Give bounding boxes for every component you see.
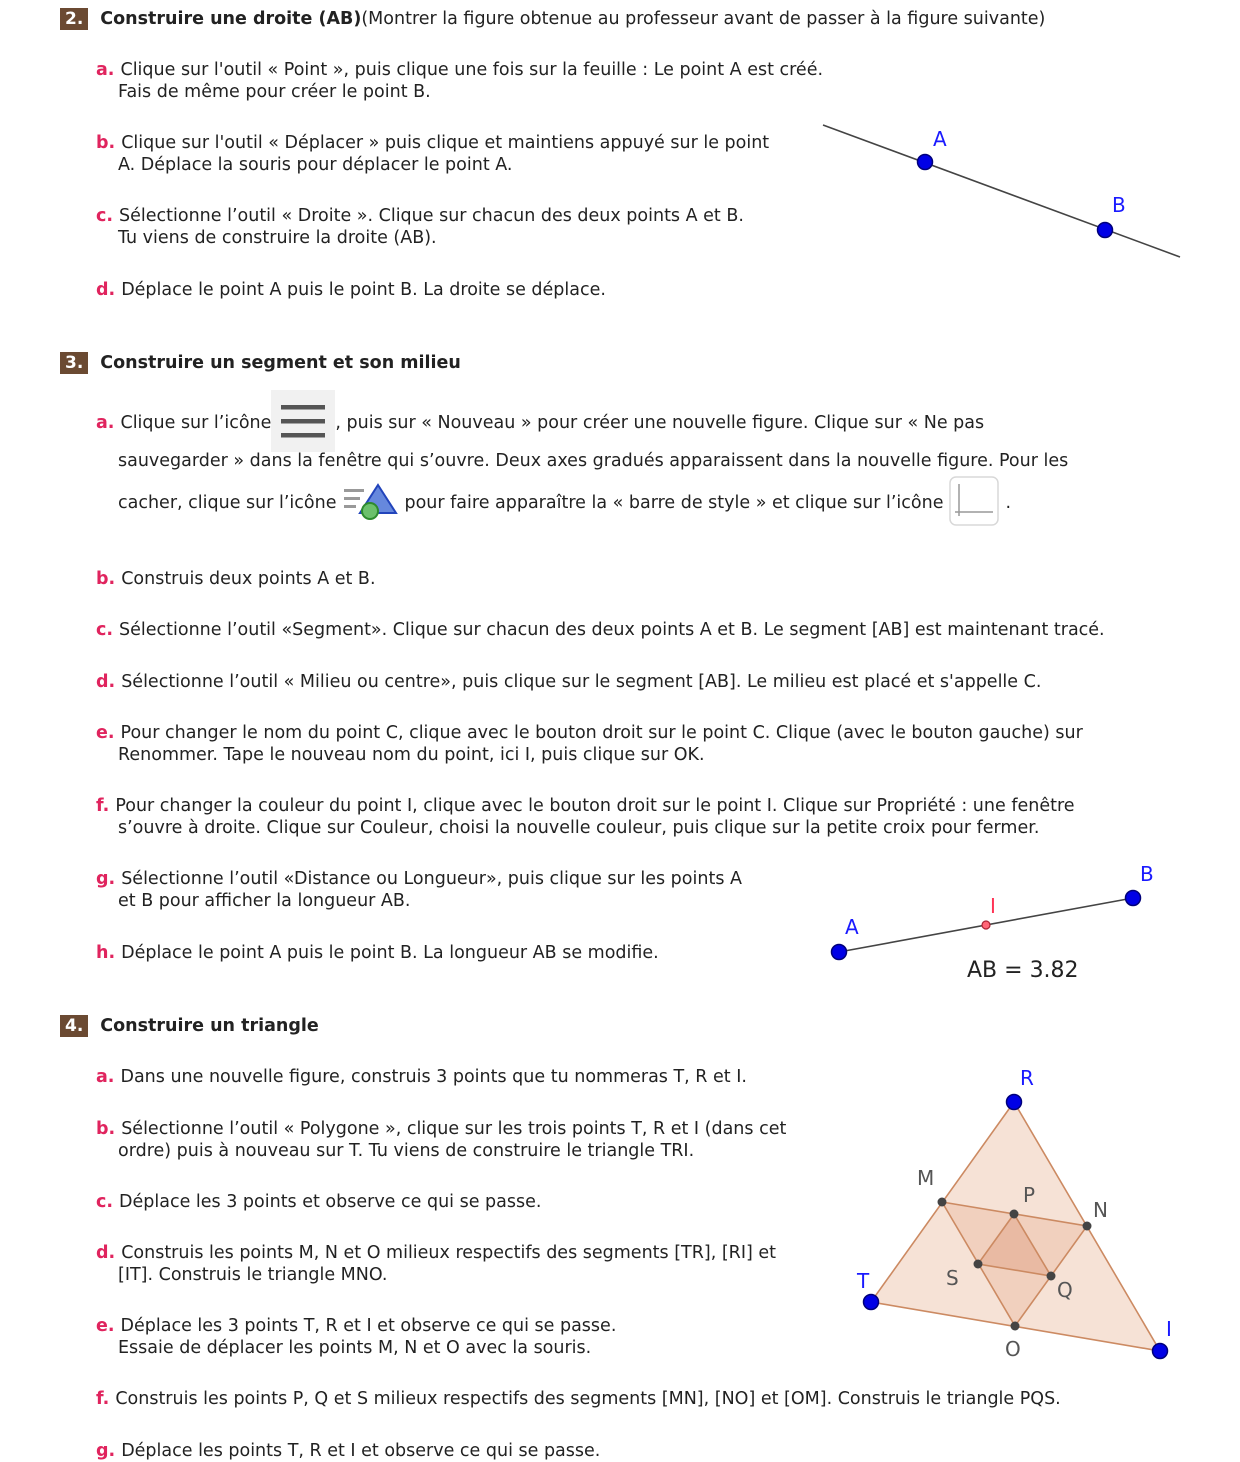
instruction-4g	[96, 1440, 600, 1462]
item-text-cont: Fais de même pour créer le point B.	[118, 82, 431, 102]
item-letter: c.	[96, 206, 114, 226]
label-m: M	[917, 1166, 935, 1190]
section-title: Construire un triangle	[100, 1016, 319, 1036]
label-a: A	[933, 127, 947, 151]
instruction-2a	[96, 59, 823, 103]
point-r	[1007, 1095, 1022, 1110]
point-m	[938, 1198, 947, 1207]
label-a: A	[845, 915, 859, 939]
item-text-cont: et B pour afficher la longueur AB.	[118, 891, 411, 911]
item-text-cont: A. Déplace la souris pour déplacer le point A.	[118, 155, 513, 175]
point-o	[1011, 1322, 1020, 1331]
instruction-4e	[96, 1315, 616, 1359]
label-b: B	[1140, 862, 1154, 886]
item-text: Construis deux points A et B.	[121, 569, 376, 589]
item-text: Construis les points M, N et O milieux respectifs des segments [TR], [RI] et	[121, 1243, 776, 1263]
item-letter: e.	[96, 1316, 115, 1336]
instruction-4d	[96, 1242, 776, 1286]
point-a	[832, 945, 847, 960]
instruction-4b	[96, 1118, 786, 1162]
instruction-2c	[96, 205, 744, 249]
label-b: B	[1112, 193, 1126, 217]
length-ab: AB = 3.82	[967, 958, 1079, 983]
point-s	[974, 1260, 983, 1269]
section-2-heading	[60, 8, 1045, 30]
item-text-cont: sauvegarder » dans la fenêtre qui s’ouvre. Deux axes gradués apparaissent dans la nouvelle figure. Pour les	[118, 451, 1069, 471]
instruction-3e	[96, 722, 1083, 766]
item-text-cont: [IT]. Construis le triangle MNO.	[118, 1265, 388, 1285]
instruction-4a	[96, 1066, 747, 1088]
item-letter: d.	[96, 672, 116, 692]
point-p	[1010, 1210, 1019, 1219]
point-b	[1126, 891, 1141, 906]
item-text-cont: s’ouvre à droite. Clique sur Couleur, choisi la nouvelle couleur, puis clique sur la petite croix pour fermer.	[118, 818, 1040, 838]
item-text: cacher, clique sur l’icône	[118, 493, 337, 513]
point-i	[1153, 1344, 1168, 1359]
item-text: Sélectionne l’outil «Segment». Clique sur chacun des deux points A et B. Le segment [AB] est maintenant tracé.	[119, 620, 1105, 640]
menu-icon	[271, 390, 335, 457]
item-text-cont: Essaie de déplacer les points M, N et O avec la souris.	[118, 1338, 592, 1358]
item-letter: f.	[96, 1389, 110, 1409]
item-letter: e.	[96, 723, 115, 743]
item-letter: b.	[96, 133, 116, 153]
label-n: N	[1093, 1198, 1108, 1222]
item-letter: g.	[96, 1441, 116, 1461]
item-text: Déplace le point A puis le point B. La longueur AB se modifie.	[121, 943, 659, 963]
figure-line-ab	[815, 115, 1185, 265]
item-letter: h.	[96, 943, 116, 963]
item-letter: f.	[96, 796, 110, 816]
style-bar-icon	[340, 481, 398, 526]
item-letter: d.	[96, 280, 116, 300]
item-text: Sélectionne l’outil « Droite ». Clique sur chacun des deux points A et B.	[119, 206, 744, 226]
section-note: (Montrer la figure obtenue au professeur avant de passer à la figure suivante)	[361, 9, 1046, 29]
label-r: R	[1020, 1066, 1034, 1090]
item-text: Déplace les points T, R et I et observe ce qui se passe.	[121, 1441, 601, 1461]
point-b	[1098, 223, 1113, 238]
label-i: I	[1166, 1317, 1172, 1341]
axes-icon	[949, 476, 999, 531]
instruction-2b	[96, 132, 769, 176]
line-ab	[823, 125, 1180, 257]
label-q: Q	[1057, 1278, 1073, 1302]
item-text-cont: ordre) puis à nouveau sur T. Tu viens de construire le triangle TRI.	[118, 1141, 695, 1161]
item-text: pour faire apparaître la « barre de style » et clique sur l’icône	[404, 493, 944, 513]
item-text: Clique sur l'outil « Déplacer » puis clique et maintiens appuyé sur le point	[121, 133, 770, 153]
label-s: S	[946, 1266, 959, 1290]
item-letter: d.	[96, 1243, 116, 1263]
label-p: P	[1023, 1183, 1036, 1207]
item-letter: a.	[96, 413, 115, 433]
section-number: 2.	[60, 8, 88, 30]
section-number: 4.	[60, 1015, 88, 1037]
section-3-heading	[60, 352, 461, 374]
item-letter: c.	[96, 620, 114, 640]
instruction-3a	[96, 388, 1216, 528]
instruction-3g	[96, 868, 742, 912]
section-4-heading	[60, 1015, 319, 1037]
item-letter: a.	[96, 1067, 115, 1087]
item-letter: g.	[96, 869, 116, 889]
label-o: O	[1005, 1337, 1021, 1361]
item-text: Sélectionne l’outil « Polygone », clique sur les trois points T, R et I (dans cet	[121, 1119, 787, 1139]
item-text: Pour changer la couleur du point I, clique avec le bouton droit sur le point I. Clique sur Propriété : une fenêtre	[115, 796, 1075, 816]
section-title: Construire un segment et son milieu	[100, 353, 461, 373]
instruction-2d	[96, 279, 606, 301]
item-letter: c.	[96, 1192, 114, 1212]
instruction-3d	[96, 671, 1041, 693]
instruction-3f	[96, 795, 1075, 839]
instruction-4c	[96, 1191, 541, 1213]
item-text-cont: Tu viens de construire la droite (AB).	[118, 228, 437, 248]
item-text: Dans une nouvelle figure, construis 3 points que tu nommeras T, R et I.	[120, 1067, 747, 1087]
point-i	[982, 921, 990, 929]
item-text: Clique sur l'outil « Point », puis clique une fois sur la feuille : Le point A est créé.	[120, 60, 824, 80]
item-text: .	[1005, 493, 1012, 513]
item-text: Déplace les 3 points T, R et I et observe ce qui se passe.	[120, 1316, 617, 1336]
point-n	[1083, 1222, 1092, 1231]
item-text: Déplace le point A puis le point B. La droite se déplace.	[121, 280, 606, 300]
label-i: I	[990, 894, 996, 918]
point-t	[864, 1295, 879, 1310]
section-number: 3.	[60, 352, 88, 374]
item-text: Sélectionne l’outil « Milieu ou centre», puis clique sur le segment [AB]. Le milieu est placé et s'appelle C.	[121, 672, 1042, 692]
item-text-cont: Renommer. Tape le nouveau nom du point, ici I, puis clique sur OK.	[118, 745, 705, 765]
figure-segment-midpoint	[820, 855, 1160, 985]
item-text: Construis les points P, Q et S milieux respectifs des segments [MN], [NO] et [OM]. Construis le triangle PQS.	[115, 1389, 1061, 1409]
instruction-3h	[96, 942, 659, 964]
instruction-3c	[96, 619, 1105, 641]
item-text: , puis sur « Nouveau » pour créer une nouvelle figure. Clique sur « Ne pas	[335, 413, 985, 433]
item-text: Clique sur l’icône	[120, 413, 272, 433]
item-text: Sélectionne l’outil «Distance ou Longueur», puis clique sur les points A	[121, 869, 742, 889]
instruction-4f	[96, 1388, 1061, 1410]
point-q	[1047, 1272, 1056, 1281]
item-text: Pour changer le nom du point C, clique avec le bouton droit sur le point C. Clique (avec le bouton gauche) sur	[120, 723, 1083, 743]
instruction-3b	[96, 568, 376, 590]
item-text: Déplace les 3 points et observe ce qui se passe.	[119, 1192, 542, 1212]
figure-triangle	[850, 1060, 1180, 1370]
label-t: T	[857, 1269, 870, 1293]
item-letter: b.	[96, 1119, 116, 1139]
item-letter: b.	[96, 569, 116, 589]
section-title: Construire une droite (AB)	[100, 9, 362, 29]
point-a	[918, 155, 933, 170]
item-letter: a.	[96, 60, 115, 80]
